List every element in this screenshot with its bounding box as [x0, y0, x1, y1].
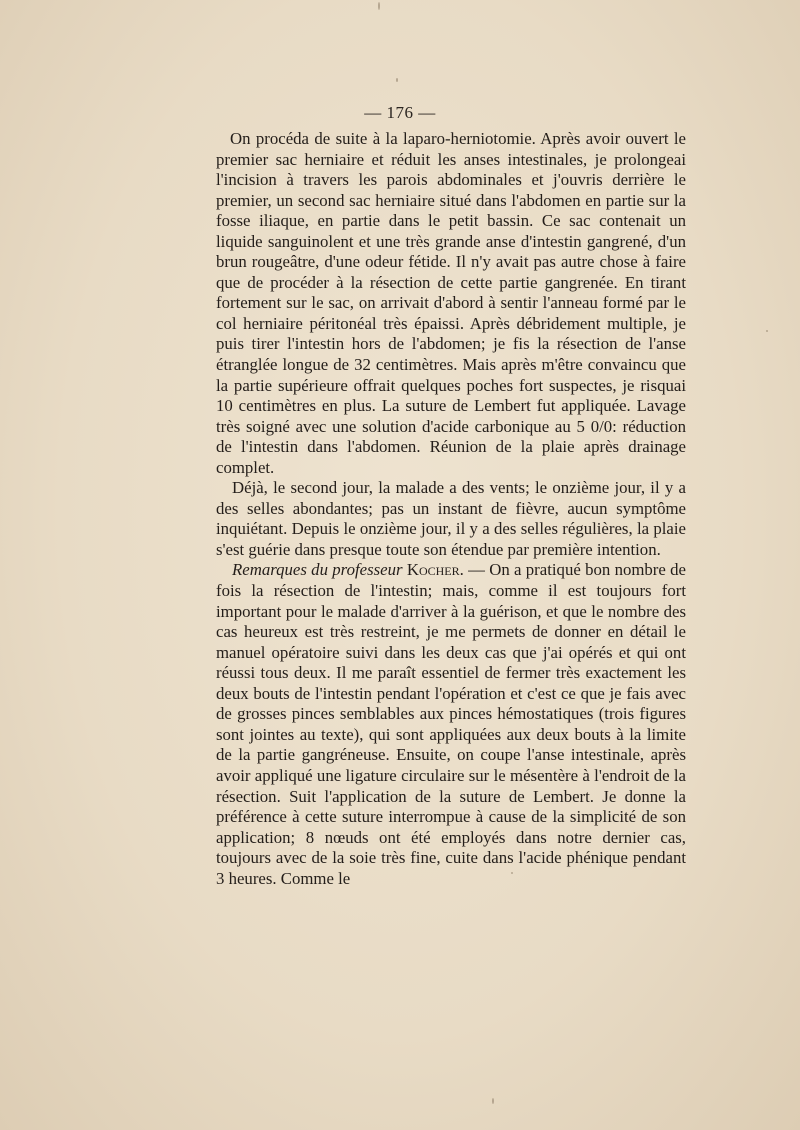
paper-speck	[511, 872, 513, 874]
paper-speck	[378, 2, 380, 10]
paragraph-operation: On procéda de suite à la laparo-herniotomie. Après avoir ouvert le premier sac herniaire et réduit les anses intestinales, je prolongeai l'incision à travers les parois abdominales et j'ouvris derrière le premier, un second sac herniaire situé dans l'abdomen en partie sur la fosse iliaque, en partie dans le petit bassin. Ce sac contenait un liquide sanguinolent et une très grande anse d'intestin gangrené, d'un brun rougeâtre, d'une odeur fétide. Il n'y avait pas autre chose à faire que de procéder à la résection de cette partie gangrenée. En tirant fortement sur le sac, on arrivait d'abord à sentir l'anneau formé par le col herniaire péritonéal très épaissi. Après débridement multiple, je puis tirer l'intestin hors de l'abdomen; je fis la résection de l'anse étranglée longue de 32 centimètres. Mais après m'être convaincu que la partie supérieure offrait quelques poches fort suspectes, je risquai 10 centimètres en plus. La suture de Lembert fut appliquée. Lavage très soigné avec une solution d'acide carbonique au 5 0/0: réduction de l'intestin dans l'abdomen. Réunion de la plaie après drainage complet.	[216, 129, 686, 477]
paragraph-recovery: Déjà, le second jour, la malade a des vents; le onzième jour, il y a des selles abondantes; pas un instant de fièvre, aucun symptôme inquiétant. Depuis le onzième jour, il y a des selles régulières, la plaie s'est guérie dans presque toute son étendue par première intention.	[216, 478, 686, 559]
paper-speck	[492, 1098, 494, 1104]
paper-speck	[766, 330, 768, 332]
remarks-heading: Remarques du professeur	[232, 560, 403, 580]
author-name: Kocher.	[406, 560, 464, 580]
remarks-text: — On a pratiqué bon nombre de fois la résection de l'intestin; mais, comme il est toujours fort important pour le malade d'arriver à la guérison, et que le nombre des cas heureux est très restreint, je me permets de donner en détail le manuel opératoire suivi dans les deux cas que j'ai opérés et qui ont réussi tous deux. Il me paraît essentiel de fermer très exactement les deux bouts de l'intestin pendant l'opération et c'est ce que je fais avec de grosses pinces semblables aux pinces hémostatiques (trois figures sont jointes au texte), qui sont appliquées aux deux bouts à la limite de la partie gangréneuse. Ensuite, on coupe l'anse intestinale, après avoir appliqué une ligature circulaire sur le mésentère à l'endroit de la résection. Suit l'application de la suture de Lembert. Je donne la préférence à cette suture interrompue à cause de la simplicité de son application; 8 nœuds ont été employés dans notre dernier cas, toujours avec de la soie très fine, cuite dans l'acide phénique pendant 3 heures. Comme le	[216, 560, 686, 888]
body-text	[216, 129, 686, 889]
paper-speck	[396, 78, 398, 82]
page-number: — 176 —	[364, 103, 436, 122]
paragraph-remarks	[216, 560, 686, 889]
